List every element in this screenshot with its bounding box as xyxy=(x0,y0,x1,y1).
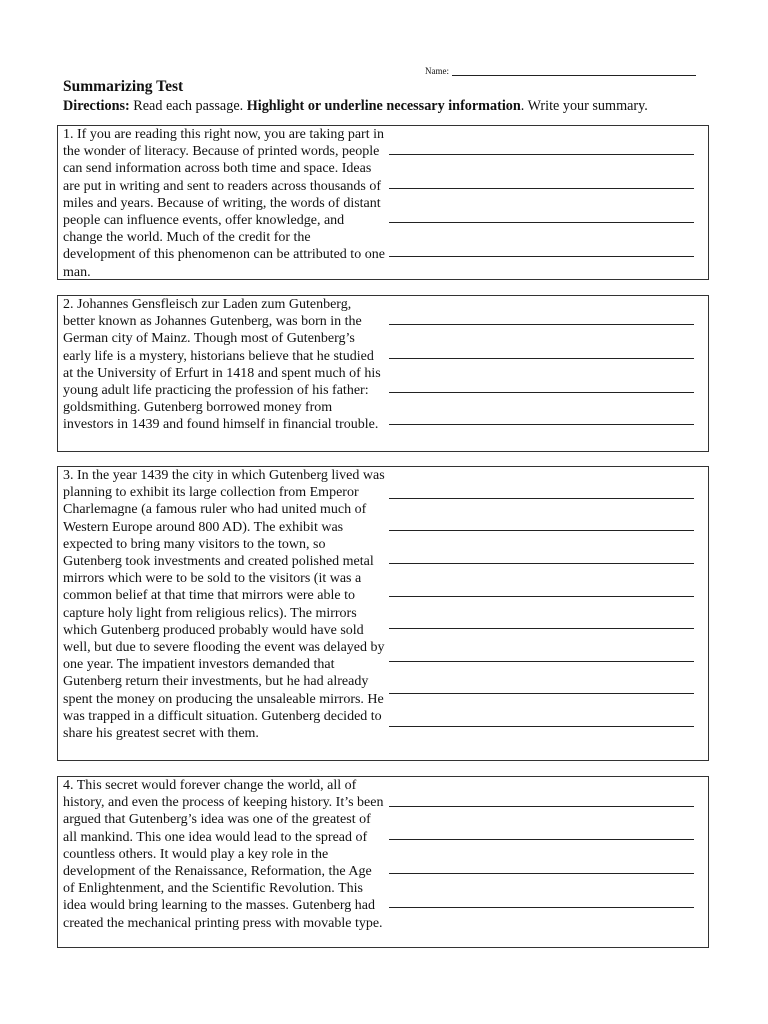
summary-line[interactable] xyxy=(389,628,694,629)
summary-line[interactable] xyxy=(389,222,694,223)
page-title: Summarizing Test xyxy=(63,78,184,95)
summary-line[interactable] xyxy=(389,726,694,727)
summary-line[interactable] xyxy=(389,154,694,155)
name-blank-line[interactable] xyxy=(452,66,696,76)
summary-line[interactable] xyxy=(389,530,694,531)
directions-label: Directions: xyxy=(63,98,130,114)
summary-line[interactable] xyxy=(389,693,694,694)
passage-box-4 xyxy=(57,776,709,948)
summary-line[interactable] xyxy=(389,839,694,840)
passage-text-2: 2. Johannes Gensfleisch zur Laden zum Gutenberg, better known as Johannes Gutenberg, was born in the German city of Mainz. Though most of Gutenberg’s early life is a mystery, historians believe that he studied at the University of Erfurt in 1418 and spent much of his young adult life practicing the profession of his father: goldsmithing. Gutenberg borrowed money from investors in 1439 and found himself in financial trouble. xyxy=(63,297,381,433)
name-label: Name: xyxy=(425,66,449,76)
summary-line[interactable] xyxy=(389,873,694,874)
directions-text-1: Read each passage. xyxy=(129,98,247,114)
passage-text-3: 3. In the year 1439 the city in which Gutenberg lived was planning to exhibit its large collection from Emperor Charlemagne (a famous ruler who had united much of Western Europe around 800 AD). The exhibit was expected to bring many visitors to the town, so Gutenberg took investments and created polished metal mirrors which were to be sold to the visitors (it was a common belief at that time that mirrors were able to capture holy light from religious relics). The mirrors which Gutenberg produced probably would have sold well, but due to severe flooding the event was delayed by one year. The impatient investors demanded that Gutenberg return their investments, but he had already spent the money on producing the unsaleable mirrors. He was trapped in a difficult situation. Gutenberg decided to share his greatest secret with them. xyxy=(63,468,385,742)
passage-box-1 xyxy=(57,125,709,280)
summary-line[interactable] xyxy=(389,661,694,662)
summary-line[interactable] xyxy=(389,596,694,597)
summary-line[interactable] xyxy=(389,256,694,257)
passage-text-1: 1. If you are reading this right now, you are taking part in the wonder of literacy. Because of printed words, people can send information across both time and space. Ideas are put in writing and sent to readers across thousands of miles and years. Because of writing, the words of distant people can influence events, offer knowledge, and change the world. Much of the credit for the development of this phenomenon can be attributed to one man. xyxy=(63,127,385,280)
summary-line[interactable] xyxy=(389,188,694,189)
summary-line[interactable] xyxy=(389,498,694,499)
directions-emphasis: Highlight or underline necessary information xyxy=(246,98,521,114)
summary-line[interactable] xyxy=(389,424,694,425)
summary-line[interactable] xyxy=(389,358,694,359)
summary-line[interactable] xyxy=(389,392,694,393)
directions xyxy=(63,98,648,115)
summary-line[interactable] xyxy=(389,324,694,325)
passage-box-2 xyxy=(57,295,709,452)
name-field xyxy=(425,66,696,76)
summary-line[interactable] xyxy=(389,907,694,908)
summary-line[interactable] xyxy=(389,806,694,807)
passage-box-3 xyxy=(57,466,709,761)
directions-text-2: . Write your summary. xyxy=(520,98,648,114)
passage-text-4: 4. This secret would forever change the world, all of history, and even the process of keeping history. It’s been argued that Gutenberg’s idea was one of the greatest of all mankind. This one idea would lead to the spread of countless others. It would play a key role in the development of the Renaissance, Reformation, the Age of Enlightenment, and the Scientific Revolution. This idea would bring learning to the masses. Gutenberg had created the mechanical printing press with movable type. xyxy=(63,778,384,931)
summary-line[interactable] xyxy=(389,563,694,564)
